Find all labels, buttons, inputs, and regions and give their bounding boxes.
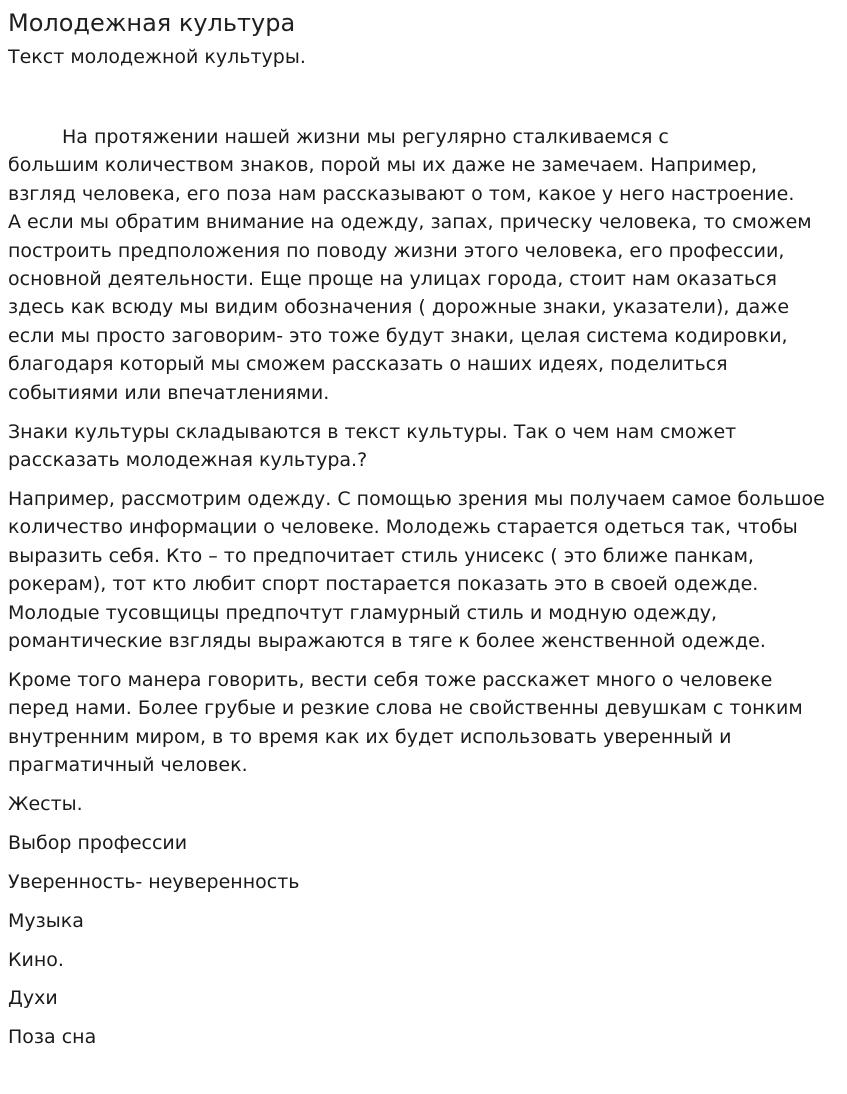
- list-item-profession: Выбор профессии: [8, 831, 188, 854]
- blank-space: [8, 71, 839, 123]
- paragraph-intro-line-3: взгляд человека, его поза нам рассказывают о том, какое у него настроение.: [8, 182, 795, 205]
- list-item-sleep-pose: Поза сна: [8, 1026, 97, 1049]
- page-subtitle: Текст молодежной культуры.: [8, 46, 306, 68]
- paragraph-culture-signs: Знаки культуры складываются в текст культуры. Так о чем нам сможет рассказать молодежная культура.?: [8, 420, 737, 471]
- list-item-music: Музыка: [8, 909, 84, 932]
- list-item-perfume: Духи: [8, 987, 58, 1010]
- list-item-cinema: Кино.: [8, 948, 64, 971]
- paragraph-intro-line-2: большим количеством знаков, порой мы их даже не замечаем. Например,: [8, 154, 758, 177]
- paragraph-intro: [8, 123, 839, 407]
- paragraph-intro-rest: А если мы обратим внимание на одежду, запах, прическу человека, то сможем построить предположения по поводу жизни этого человека, его профессии, основной деятельности. Еще проще на улицах города, стоит нам оказаться здесь как всюду мы видим обозначения ( дорожные знаки, указатели), даже если мы просто заговорим- это тоже будут знаки, целая система кодировки, благодаря который мы сможем рассказать о наших идеях, поделиться событиями или впечатлениями.: [8, 211, 812, 404]
- paragraph-clothing: Например, рассмотрим одежду. С помощью зрения мы получаем самое большое количество информации о человеке. Молодежь старается одеться так, чтобы выразить себя. Кто – то предпочитает стиль унисекс ( это ближе панкам, рокерам), тот кто любит спорт постарается показать это в своей одежде. Молодые тусовщицы предпочтут гламурный стиль и модную одежду, романтические взгляды выражаются в тяге к более женственной одежде.: [8, 487, 825, 652]
- page-title: Молодежная культура: [8, 9, 296, 37]
- list-item-gestures: Жесты.: [8, 792, 83, 815]
- paragraph-manner: Кроме того манера говорить, вести себя тоже расскажет много о человеке перед нами. Более грубые и резкие слова не свойственны девушкам с тонким внутренним миром, в то время как их будет использовать уверенный и прагматичный человек.: [8, 668, 803, 777]
- list-item-confidence: Уверенность- неуверенность: [8, 870, 300, 893]
- paragraph-intro-line-1: На протяжении нашей жизни мы регулярно сталкиваемся с: [62, 126, 669, 148]
